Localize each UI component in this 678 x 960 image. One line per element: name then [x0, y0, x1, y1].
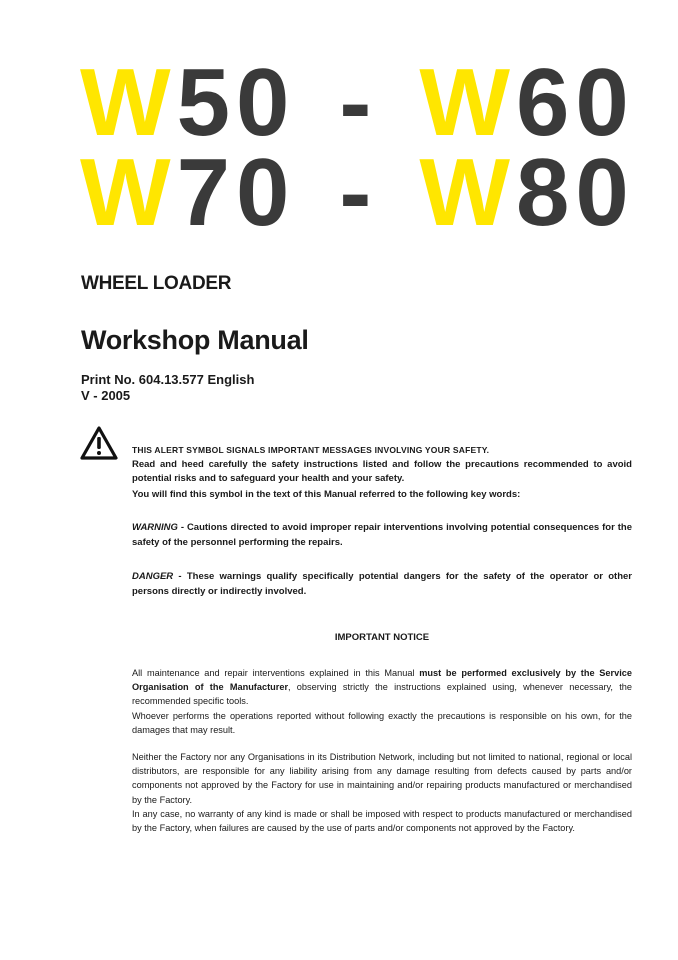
model-prefix: W	[419, 139, 516, 246]
print-number: Print No. 604.13.577 English	[81, 372, 255, 387]
model-prefix: W	[80, 139, 177, 246]
notice-p1-start: All maintenance and repair interventions explained in this Manual	[132, 668, 420, 678]
model-w80	[419, 139, 635, 246]
alert-keywords-intro: You will find this symbol in the text of this Manual referred to the following key words:	[132, 488, 521, 500]
notice-paragraph-2: Whoever performs the operations reported without following exactly the precautions is responsible on his own, for the damages that may result.	[132, 710, 632, 735]
model-number: 50	[176, 49, 296, 156]
model-title-block	[80, 49, 640, 246]
safety-message	[132, 443, 632, 502]
model-separator: -	[339, 49, 378, 156]
warning-text: - Cautions directed to avoid improper repair interventions involving potential consequences for the safety of the personnel performing the repairs.	[132, 522, 632, 548]
alert-instruction: Read and heed carefully the safety instructions listed and follow the precautions recommended to avoid potential risks and to safeguard your health and your safety.	[132, 458, 632, 484]
warning-triangle-icon	[80, 426, 118, 460]
model-number: 60	[515, 49, 635, 156]
model-number: 70	[176, 139, 296, 246]
danger-paragraph	[132, 570, 632, 599]
notice-heading: IMPORTANT NOTICE	[334, 632, 430, 643]
model-prefix: W	[80, 49, 177, 156]
model-line-1	[80, 49, 640, 156]
notice-p1-bold: must be performed exclusively by the Service Organisation of the Manufacturer	[132, 668, 632, 693]
alert-heading: THIS ALERT SYMBOL SIGNALS IMPORTANT MESSAGES INVOLVING YOUR SAFETY.	[132, 445, 490, 455]
danger-label: DANGER	[132, 571, 174, 582]
model-prefix: W	[419, 49, 516, 156]
model-w70	[80, 139, 296, 246]
notice-paragraph-4: In any case, no warranty of any kind is made or shall be imposed with respect to products manufactured or merchandised by the Factory, when failures are caused by the use of parts and/or components not approved by the Factory.	[132, 808, 632, 834]
model-w50	[80, 49, 296, 156]
notice-block-2	[132, 750, 632, 835]
notice-p1-end: , observing strictly the instructions explained using, whenever necessary, the recommended specific tools.	[132, 682, 632, 707]
product-name: WHEEL LOADER	[81, 273, 232, 294]
model-number: 80	[515, 139, 635, 246]
danger-text: - These warnings qualify specifically potential dangers for the safety of the operator or other persons directly or indirectly involved.	[132, 571, 632, 597]
warning-paragraph	[132, 521, 632, 550]
notice-block-1	[132, 666, 632, 737]
edition: V - 2005	[81, 388, 131, 403]
warning-label: WARNING	[132, 522, 178, 533]
model-separator: -	[339, 139, 378, 246]
print-info	[81, 372, 254, 404]
model-w60	[419, 49, 635, 156]
model-line-2	[80, 139, 640, 246]
notice-paragraph-3: Neither the Factory nor any Organisations in its Distribution Network, including but not limited to national, regional or local distributors, are responsible for any liability arising from any damage resulting from defects caused by parts and/or components not approved by the Factory for use in maintaining and/or repairing products manufactured or merchandised by the Factory.	[132, 752, 632, 805]
manual-title: Workshop Manual	[81, 325, 309, 355]
notice-paragraph-1	[132, 666, 632, 709]
